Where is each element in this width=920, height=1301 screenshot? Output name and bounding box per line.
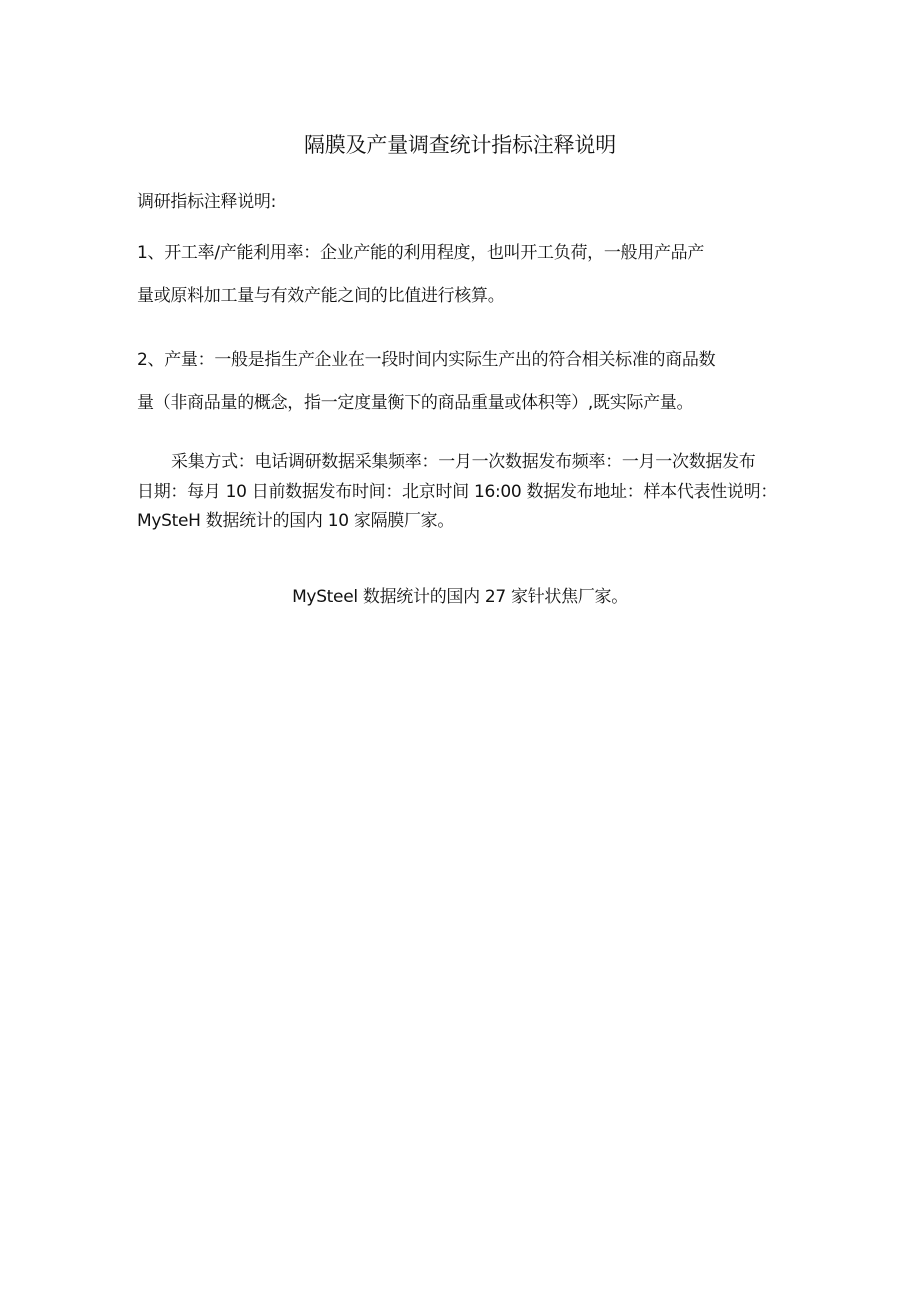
document-title: 隔膜及产量调查统计指标注释说明 xyxy=(304,133,616,157)
item1-line2: 量或原料加工量与有效产能之间的比值进行核算。 xyxy=(137,286,505,306)
collection-line2: 日期：每月 10 日前数据发布时间：北京时间 16:00 数据发布地址：样本代表性说明： xyxy=(137,482,778,502)
collection-line1: 采集方式：电话调研数据采集频率：一月一次数据发布频率：一月一次数据发布 xyxy=(171,452,756,472)
footnote: MySteel 数据统计的国内 27 家针状焦厂家。 xyxy=(292,587,628,607)
collection-line3: MySteH 数据统计的国内 10 家隔膜厂家。 xyxy=(137,511,455,531)
item2-line2: 量（非商品量的概念，指一定度量衡下的商品重量或体积等）,既实际产量。 xyxy=(137,393,694,413)
intro-heading: 调研指标注释说明: xyxy=(137,192,277,212)
item2-line1: 2、产量：一般是指生产企业在一段时间内实际生产出的符合相关标准的商品数 xyxy=(137,350,716,370)
item1-line1: 1、开工率/产能利用率：企业产能的利用程度，也叫开工负荷，一般用产品产 xyxy=(137,243,705,263)
